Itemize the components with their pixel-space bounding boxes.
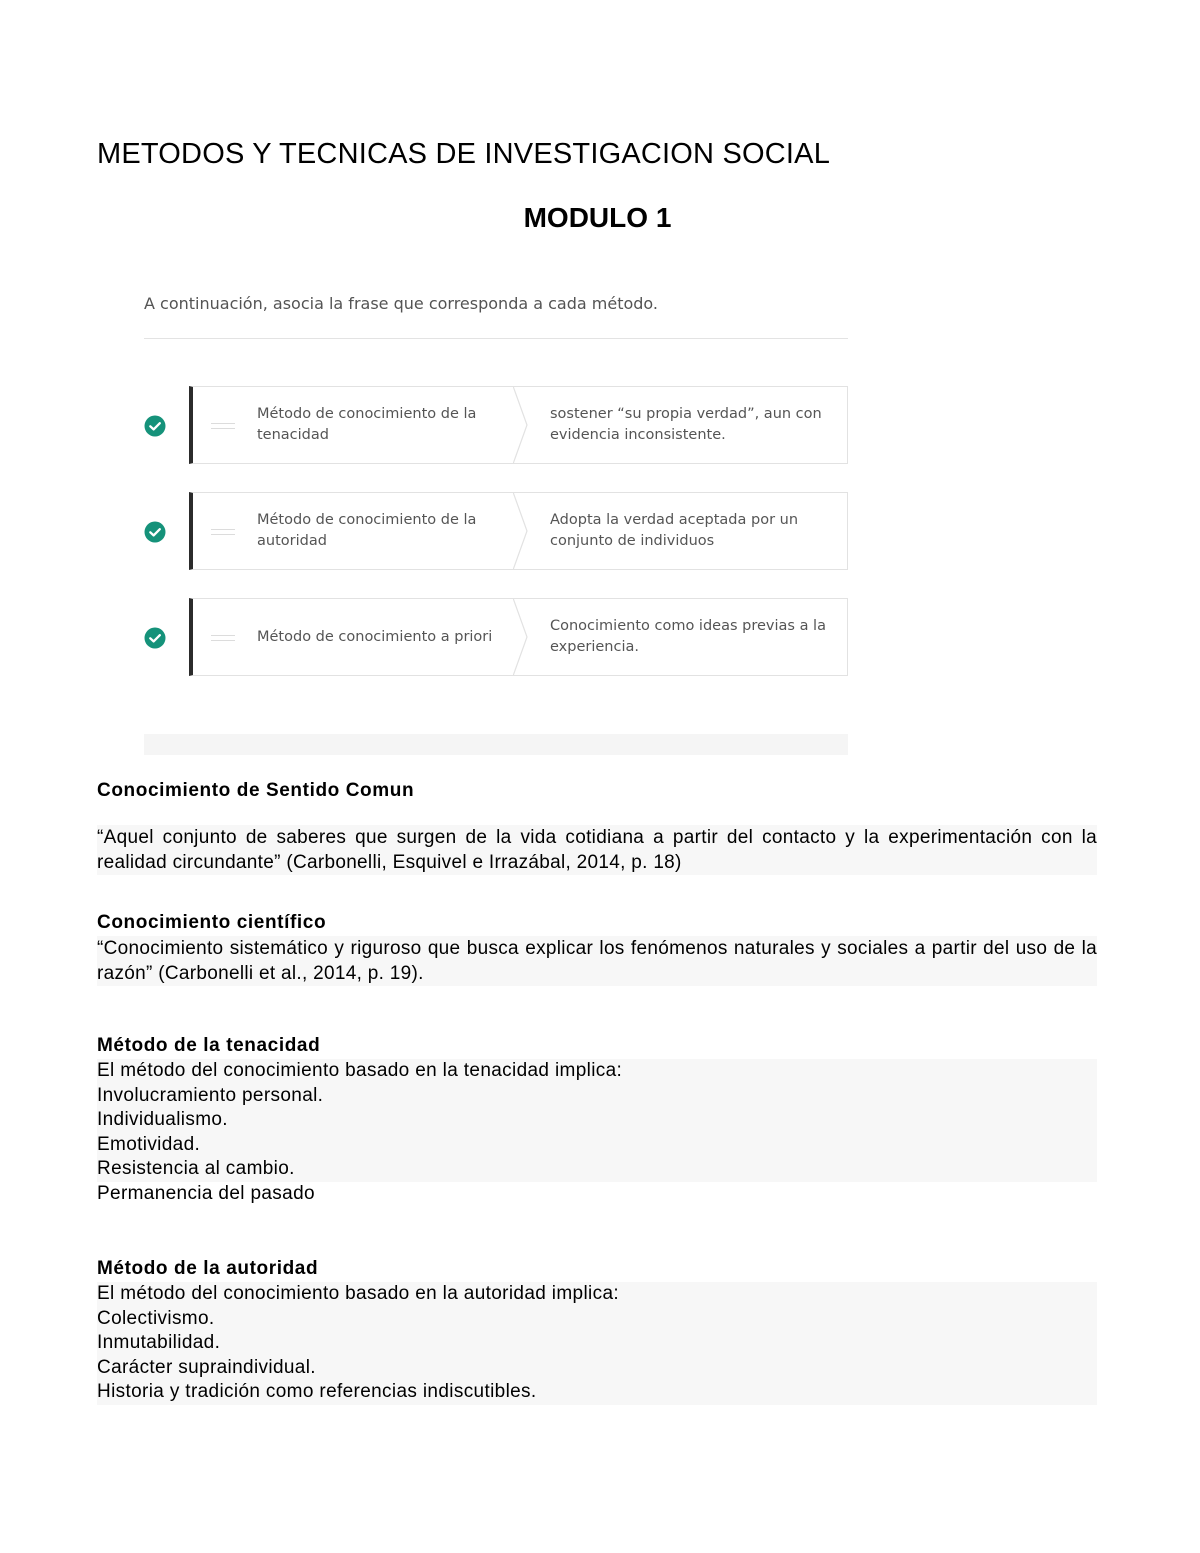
drag-handle-icon[interactable] bbox=[211, 635, 235, 641]
list-item: Historia y tradición como referencias indiscutibles. bbox=[97, 1381, 537, 1403]
list-item: Involucramiento personal. bbox=[97, 1084, 324, 1106]
section-body: “Conocimiento sistemático y riguroso que busca explicar los fenómenos naturales y sociales a partir del uso de la razón” (Carbonelli et al., 2014, p. 19). bbox=[97, 938, 1097, 984]
quiz-divider bbox=[144, 338, 848, 339]
module-title: MODULO 1 bbox=[523, 202, 672, 233]
list-item: Resistencia al cambio. bbox=[97, 1158, 295, 1180]
section-heading: Conocimiento científico bbox=[97, 912, 327, 933]
quiz-instruction: A continuación, asocia la frase que corresponda a cada método. bbox=[144, 294, 659, 313]
match-card[interactable] bbox=[189, 598, 848, 676]
section-sentido-comun bbox=[97, 778, 1097, 875]
section-heading: Método de la autoridad bbox=[97, 1258, 319, 1279]
method-label: Método de conocimiento de la tenacidad bbox=[257, 406, 477, 443]
phrase-label: Conocimiento como ideas previas a la experiencia. bbox=[550, 618, 826, 655]
chevron-divider-icon bbox=[513, 598, 529, 676]
match-row-a-priori bbox=[144, 598, 848, 678]
list-item: Individualismo. bbox=[97, 1109, 228, 1131]
check-circle-icon bbox=[144, 415, 166, 437]
check-circle-icon bbox=[144, 521, 166, 543]
phrase-label: Adopta la verdad aceptada por un conjunto de individuos bbox=[550, 512, 799, 549]
document-title: METODOS Y TECNICAS DE INVESTIGACION SOCIAL bbox=[97, 138, 831, 170]
section-cientifico bbox=[97, 910, 1097, 986]
list-item: Colectivismo. bbox=[97, 1307, 215, 1329]
list-item: Permanencia del pasado bbox=[97, 1182, 315, 1204]
list-item: Emotividad. bbox=[97, 1133, 201, 1155]
section-heading: Conocimiento de Sentido Comun bbox=[97, 780, 415, 801]
phrase-label: sostener “su propia verdad”, aun con evidencia inconsistente. bbox=[550, 406, 822, 443]
chevron-divider-icon bbox=[513, 492, 529, 570]
list-item: El método del conocimiento basado en la autoridad implica: bbox=[97, 1283, 619, 1304]
list-item: El método del conocimiento basado en la tenacidad implica: bbox=[97, 1060, 623, 1081]
method-label: Método de conocimiento a priori bbox=[257, 628, 493, 645]
match-row-tenacidad bbox=[144, 386, 848, 466]
method-label: Método de conocimiento de la autoridad bbox=[257, 512, 477, 549]
section-list bbox=[97, 1282, 1097, 1405]
list-item: Inmutabilidad. bbox=[97, 1332, 221, 1354]
section-autoridad bbox=[97, 1256, 1097, 1405]
match-card[interactable] bbox=[189, 386, 848, 464]
quiz-screenshot bbox=[144, 290, 848, 755]
match-row-autoridad bbox=[144, 492, 848, 572]
drag-handle-icon[interactable] bbox=[211, 529, 235, 535]
drag-handle-icon[interactable] bbox=[211, 423, 235, 429]
section-list bbox=[97, 1059, 1097, 1182]
section-tenacidad bbox=[97, 1033, 1097, 1207]
section-body: “Aquel conjunto de saberes que surgen de la vida cotidiana a partir del contacto y la experimentación con la realidad circundante” (Carbonelli, Esquivel e Irrazábal, 2014, p. 18) bbox=[97, 827, 1097, 873]
section-heading: Método de la tenacidad bbox=[97, 1035, 321, 1056]
check-circle-icon bbox=[144, 627, 166, 649]
list-item: Carácter supraindividual. bbox=[97, 1356, 316, 1378]
match-card[interactable] bbox=[189, 492, 848, 570]
chevron-divider-icon bbox=[513, 386, 529, 464]
quiz-footer-bar bbox=[144, 734, 848, 755]
